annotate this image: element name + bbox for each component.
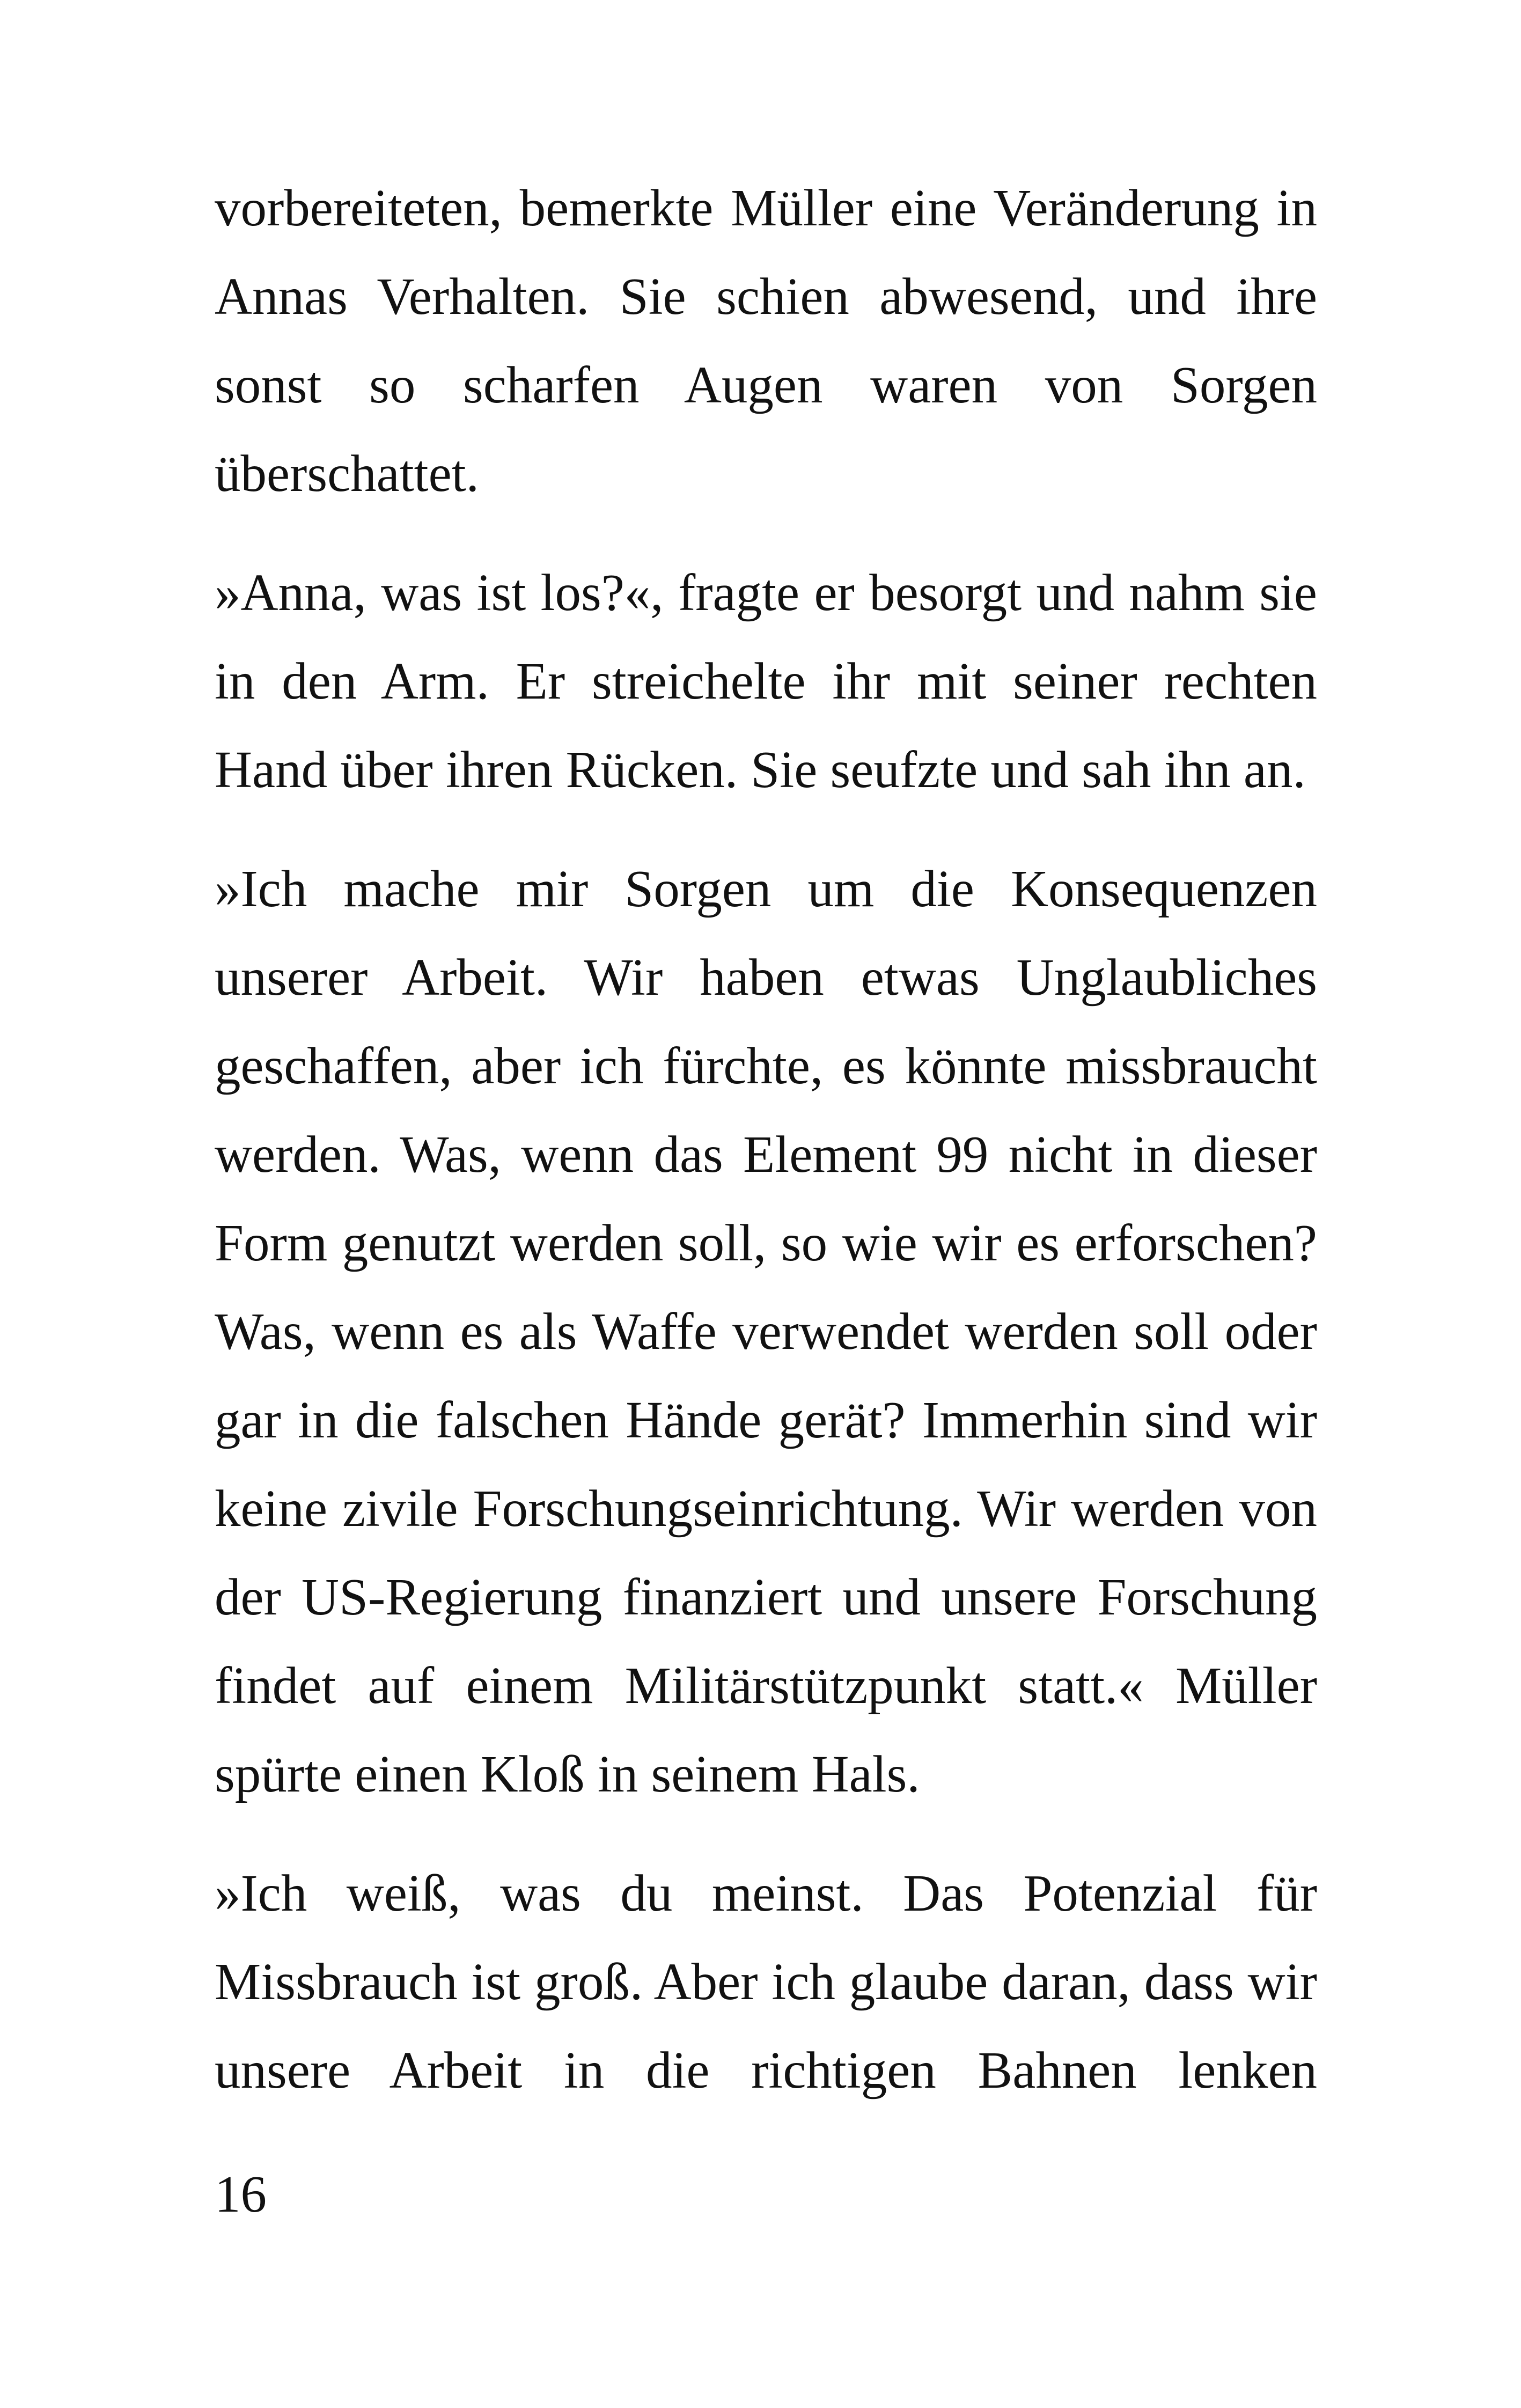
paragraph-2: »Anna, was ist los?«, fragte er besorgt und nahm sie in den Arm. Er streichelte ihr mit seiner rechten Hand über ihren Rücken. Sie seufzte und sah ihn an. <box>215 564 1317 798</box>
paragraph-4: »Ich weiß, was du meinst. Das Potenzial für Missbrauch ist groß. Aber ich glaube daran, dass wir unsere Arbeit in die richtigen Bahnen lenken <box>215 1864 1317 2099</box>
body-text <box>215 164 1317 2145</box>
paragraph-3: »Ich mache mir Sorgen um die Konsequenzen unserer Arbeit. Wir haben etwas Unglaubliches geschaffen, aber ich fürchte, es könnte missbraucht werden. Was, wenn das Element 99 nicht in dieser Form genutzt werden soll, so wie wir es erforschen? Was, wenn es als Waffe verwendet werden soll oder gar in die falschen Hände gerät? Immerhin sind wir keine zivile Forschungseinrichtung. Wir werden von der US-Regierung finanziert und unsere Forschung findet auf einem Militärstützpunkt statt.« Müller spürte einen Kloß in seinem Hals. <box>215 860 1317 1803</box>
page-number: 16 <box>215 2165 267 2223</box>
paragraph-1: vorbereiteten, bemerkte Müller eine Veränderung in Annas Verhalten. Sie schien abwesend, und ihre sonst so scharfen Augen waren von Sorgen überschattet. <box>215 179 1317 502</box>
